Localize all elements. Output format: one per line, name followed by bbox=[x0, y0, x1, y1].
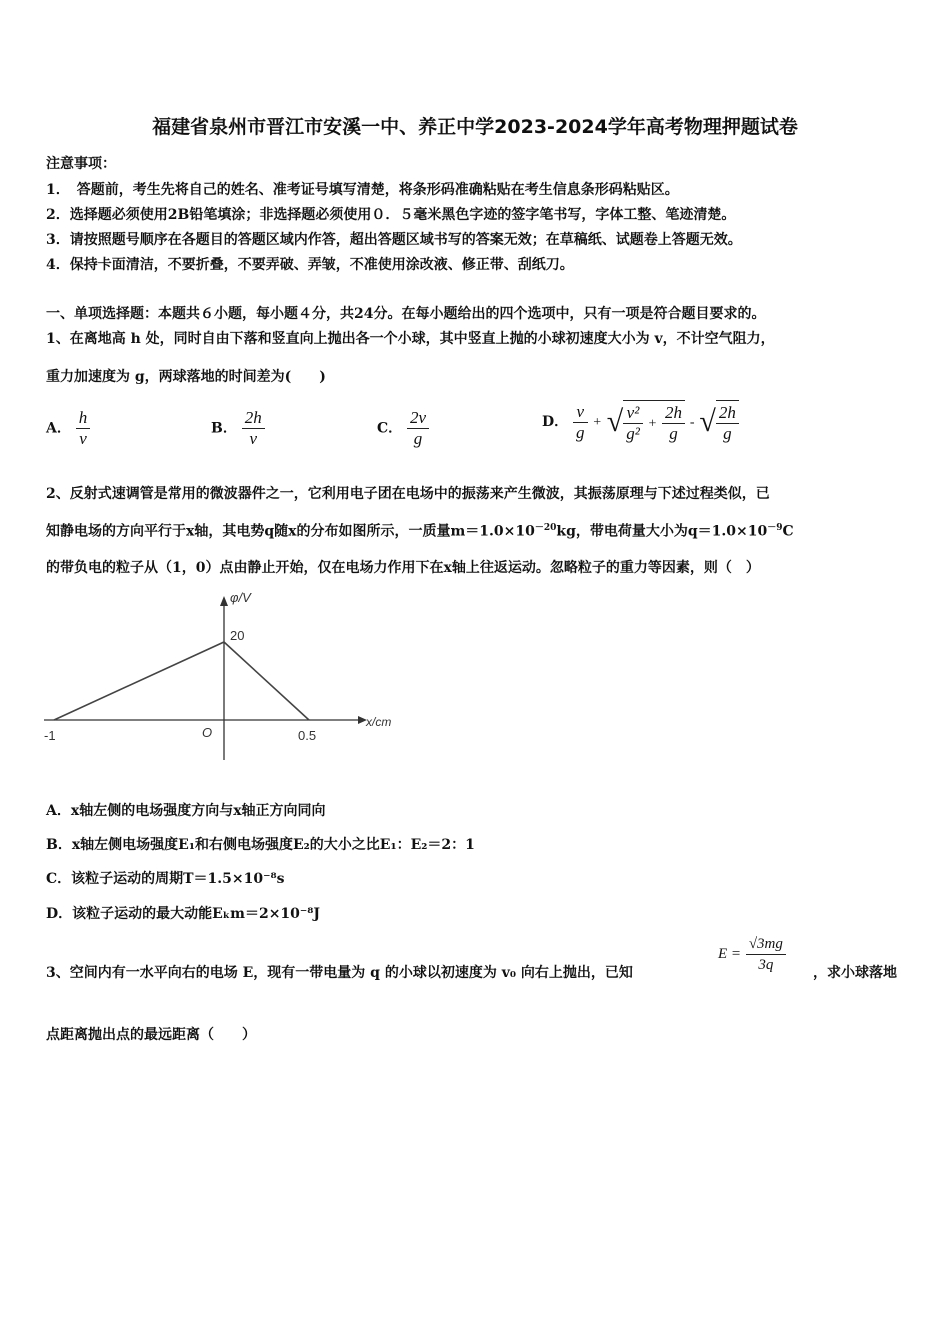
fraction-denominator: g bbox=[669, 424, 678, 443]
q2-line1: 2、反射式速调管是常用的微波器件之一，它利用电子团在电场中的振荡来产生微波，其振荡原理与下述过程类似，已 bbox=[46, 486, 770, 502]
notice-item-2: 2．选择题必须使用2B铅笔填涂；非选择题必须使用０．５毫米黑色字迹的签字笔书写，字体工整、笔迹清楚。 bbox=[46, 207, 736, 223]
y-axis-arrow-icon bbox=[220, 596, 228, 606]
notice-item-3: 3．请按照题号顺序在各题目的答题区域内作答，超出答题区域书写的答案无效；在草稿纸、试题卷上答题无效。 bbox=[46, 232, 742, 248]
fraction-numerator: 2h bbox=[662, 403, 685, 424]
notice-heading: 注意事项： bbox=[46, 156, 116, 172]
q1-option-c-label: C． bbox=[377, 420, 403, 437]
q1-option-b bbox=[211, 408, 265, 449]
q1-option-b-label: B． bbox=[211, 420, 237, 437]
sqrt-icon: √ bbox=[606, 405, 624, 438]
minus-sign: - bbox=[689, 415, 695, 430]
potential-line bbox=[54, 642, 309, 720]
q2-option-c: C．该粒子运动的周期T＝1.5×10⁻⁸s bbox=[46, 871, 285, 887]
radicand bbox=[623, 400, 685, 444]
q1-option-b-fraction bbox=[242, 408, 265, 449]
fraction-denominator: g bbox=[413, 429, 423, 448]
plus-sign: + bbox=[592, 415, 602, 430]
fraction-v-over-g bbox=[573, 402, 588, 443]
x-left-tick-label: -1 bbox=[44, 728, 56, 743]
fraction-denominator: g bbox=[723, 424, 732, 443]
q2-line2 bbox=[46, 520, 794, 541]
q3-line1-part2: ，求小球落地 bbox=[813, 965, 897, 981]
plus-sign: + bbox=[647, 416, 658, 432]
q3-formula bbox=[718, 934, 786, 975]
q1-option-a-fraction bbox=[76, 408, 91, 449]
fraction-numerator: √3mg bbox=[746, 934, 786, 955]
q1-line2: 重力加速度为 g，两球落地的时间差为( ) bbox=[46, 369, 326, 385]
q2-option-b: B．x轴左侧电场强度E₁和右侧电场强度E₂的大小之比E₁：E₂＝2：1 bbox=[46, 837, 475, 853]
q2-line2-part2: kg，带电荷量大小为q＝1.0×10 bbox=[556, 523, 768, 540]
fraction-denominator: g² bbox=[626, 424, 640, 443]
origin-label: O bbox=[202, 725, 213, 740]
fraction-denominator: 3q bbox=[758, 957, 774, 973]
formula-lhs: E = bbox=[718, 946, 742, 962]
notice-item-1: 1． 答题前，考生先将自己的姓名、准考证号填写清楚，将条形码准确粘贴在考生信息条形码粘贴区。 bbox=[46, 182, 679, 198]
q2-line3: 的带负电的粒子从（1，0）点由静止开始，仅在电场力作用下在x轴上往返运动。忽略粒子的重力等因素，则（ ） bbox=[46, 560, 760, 576]
fraction-v2-over-g2 bbox=[623, 403, 643, 444]
fraction-numerator: 2h bbox=[242, 408, 265, 429]
q2-option-a: A．x轴左侧的电场强度方向与x轴正方向同向 bbox=[46, 803, 326, 819]
q2-line2-part1: 知静电场的方向平行于x轴，其电势q随x的分布如图所示，一质量m＝1.0×10 bbox=[46, 523, 535, 540]
formula-fraction bbox=[746, 934, 786, 975]
fraction-2h-over-g bbox=[716, 403, 739, 444]
x-right-tick-label: 0.5 bbox=[298, 728, 317, 743]
fraction-numerator: v bbox=[573, 402, 588, 423]
q1-option-c-fraction bbox=[407, 408, 429, 449]
q2-line2-part3: C bbox=[782, 523, 794, 540]
q1-option-d-label: D． bbox=[542, 414, 569, 430]
q2-mass-exponent: －20 bbox=[534, 523, 557, 533]
q1-option-c bbox=[377, 408, 429, 449]
fraction-denominator: v bbox=[249, 429, 257, 448]
q2-option-d: D．该粒子运动的最大动能Eₖm＝2×10⁻⁸J bbox=[46, 906, 321, 922]
potential-graph bbox=[40, 588, 400, 763]
fraction-numerator: v² bbox=[623, 403, 643, 424]
q1-line1: 1、在离地高 h 处，同时自由下落和竖直向上抛出各一个小球，其中竖直上抛的小球初速度大小为 v，不计空气阻力， bbox=[46, 331, 775, 347]
q3-line2: 点距离抛出点的最远距离（ ） bbox=[46, 1027, 256, 1043]
x-axis-label: x/cm bbox=[366, 715, 392, 729]
notice-item-4: 4．保持卡面清洁，不要折叠，不要弄破、弄皱，不准使用涂改液、修正带、刮纸刀。 bbox=[46, 257, 574, 273]
page-title: 福建省泉州市晋江市安溪一中、养正中学2023-2024学年高考物理押题试卷 bbox=[152, 116, 798, 138]
fraction-denominator: g bbox=[576, 422, 585, 442]
radicand bbox=[716, 400, 739, 444]
y-axis-label: φ/V bbox=[230, 590, 251, 605]
q1-option-a-label: A． bbox=[46, 420, 71, 437]
fraction-numerator: h bbox=[76, 408, 91, 429]
q2-charge-exponent: －9 bbox=[767, 523, 783, 533]
q3-line1-part1: 3、空间内有一水平向右的电场 E，现有一带电量为 q 的小球以初速度为 v₀ 向右上抛出，已知 bbox=[46, 965, 633, 981]
peak-value-label: 20 bbox=[230, 628, 245, 643]
fraction-numerator: 2h bbox=[716, 403, 739, 424]
q1-option-a bbox=[46, 408, 90, 449]
fraction-denominator: v bbox=[79, 429, 87, 448]
q1-option-d bbox=[542, 400, 739, 444]
section-heading: 一、单项选择题：本题共６小题，每小题４分，共24分。在每小题给出的四个选项中，只有一项是符合题目要求的。 bbox=[46, 306, 766, 322]
fraction-numerator: 2v bbox=[407, 408, 429, 429]
sqrt-icon: √ bbox=[699, 405, 716, 438]
fraction-2h-over-g bbox=[662, 403, 685, 444]
